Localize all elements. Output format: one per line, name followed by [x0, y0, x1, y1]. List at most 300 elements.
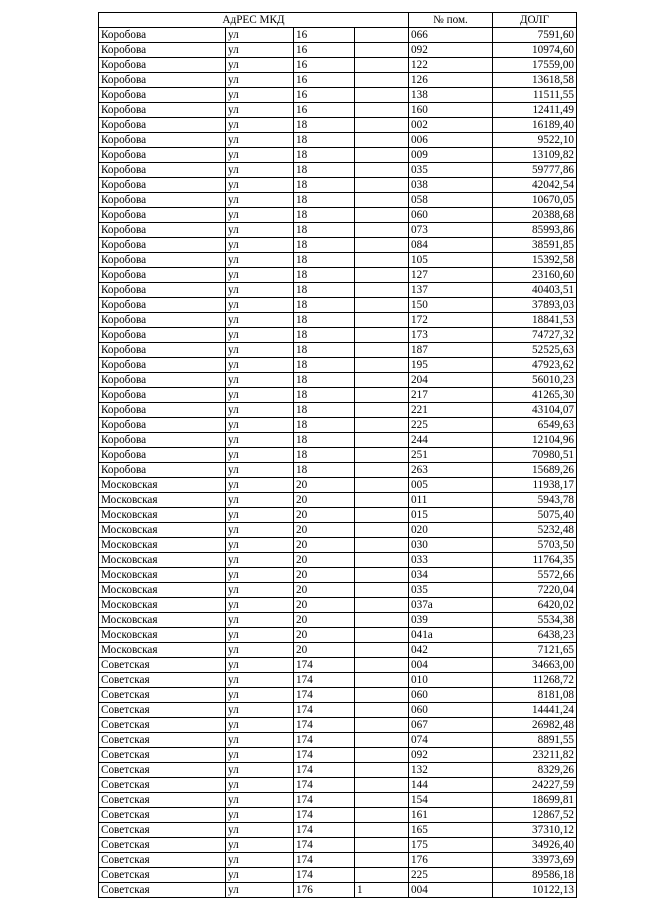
street-cell: Коробова: [99, 298, 226, 313]
table-row: [99, 598, 577, 613]
apartment-cell: 004: [409, 883, 493, 898]
debt-cell: 33973,69: [493, 853, 577, 868]
house-cell: 18: [294, 388, 355, 403]
apartment-cell: 084: [409, 238, 493, 253]
street-cell: Коробова: [99, 253, 226, 268]
building-cell: [355, 283, 409, 298]
building-cell: [355, 583, 409, 598]
house-cell: 174: [294, 778, 355, 793]
apartment-cell: 195: [409, 358, 493, 373]
debt-cell: 12104,96: [493, 433, 577, 448]
building-cell: [355, 223, 409, 238]
street-type-cell: ул: [226, 358, 294, 373]
table-row: [99, 868, 577, 883]
street-cell: Советская: [99, 883, 226, 898]
apartment-cell: 172: [409, 313, 493, 328]
table-row: [99, 163, 577, 178]
building-cell: [355, 343, 409, 358]
house-cell: 18: [294, 148, 355, 163]
apartment-cell: 073: [409, 223, 493, 238]
table-row: [99, 883, 577, 898]
apartment-header: № пом.: [409, 13, 493, 28]
building-cell: [355, 418, 409, 433]
apartment-cell: 187: [409, 343, 493, 358]
street-cell: Советская: [99, 718, 226, 733]
house-cell: 18: [294, 373, 355, 388]
building-cell: [355, 628, 409, 643]
building-cell: [355, 118, 409, 133]
building-cell: [355, 853, 409, 868]
apartment-cell: 092: [409, 748, 493, 763]
building-cell: [355, 478, 409, 493]
street-type-cell: ул: [226, 778, 294, 793]
debt-cell: 42042,54: [493, 178, 577, 193]
street-cell: Советская: [99, 853, 226, 868]
street-cell: Советская: [99, 748, 226, 763]
street-cell: Советская: [99, 823, 226, 838]
debt-cell: 24227,59: [493, 778, 577, 793]
table-row: [99, 73, 577, 88]
street-type-cell: ул: [226, 523, 294, 538]
table-row: [99, 208, 577, 223]
house-cell: 18: [294, 283, 355, 298]
building-cell: [355, 838, 409, 853]
house-cell: 18: [294, 193, 355, 208]
apartment-cell: 005: [409, 478, 493, 493]
address-header: АдРЕС МКД: [99, 13, 409, 28]
street-cell: Советская: [99, 673, 226, 688]
street-cell: Московская: [99, 628, 226, 643]
street-type-cell: ул: [226, 313, 294, 328]
house-cell: 16: [294, 58, 355, 73]
street-type-cell: ул: [226, 193, 294, 208]
apartment-cell: 038: [409, 178, 493, 193]
house-cell: 18: [294, 163, 355, 178]
debt-cell: 5232,48: [493, 523, 577, 538]
debt-cell: 11268,72: [493, 673, 577, 688]
debt-cell: 7220,04: [493, 583, 577, 598]
apartment-cell: 244: [409, 433, 493, 448]
table-row: [99, 733, 577, 748]
street-cell: Московская: [99, 583, 226, 598]
debt-cell: 6420,02: [493, 598, 577, 613]
apartment-cell: 006: [409, 133, 493, 148]
table-row: [99, 133, 577, 148]
house-cell: 174: [294, 748, 355, 763]
table-row: [99, 718, 577, 733]
street-cell: Коробова: [99, 328, 226, 343]
apartment-cell: 132: [409, 763, 493, 778]
apartment-cell: 150: [409, 298, 493, 313]
apartment-cell: 035: [409, 163, 493, 178]
house-cell: 174: [294, 718, 355, 733]
building-cell: [355, 88, 409, 103]
apartment-cell: 010: [409, 673, 493, 688]
street-cell: Московская: [99, 643, 226, 658]
house-cell: 20: [294, 643, 355, 658]
house-cell: 18: [294, 253, 355, 268]
house-cell: 174: [294, 658, 355, 673]
table-row: [99, 778, 577, 793]
table-row: [99, 553, 577, 568]
building-cell: [355, 73, 409, 88]
house-cell: 174: [294, 703, 355, 718]
house-cell: 18: [294, 463, 355, 478]
house-cell: 174: [294, 838, 355, 853]
debt-cell: 17559,00: [493, 58, 577, 73]
street-type-cell: ул: [226, 73, 294, 88]
debt-cell: 34926,40: [493, 838, 577, 853]
table-row: [99, 418, 577, 433]
debt-cell: 15689,26: [493, 463, 577, 478]
table-row: [99, 628, 577, 643]
street-cell: Московская: [99, 613, 226, 628]
building-cell: [355, 718, 409, 733]
table-row: [99, 478, 577, 493]
debt-cell: 43104,07: [493, 403, 577, 418]
street-type-cell: ул: [226, 613, 294, 628]
building-cell: [355, 43, 409, 58]
building-cell: [355, 508, 409, 523]
apartment-cell: 011: [409, 493, 493, 508]
table-row: [99, 88, 577, 103]
building-cell: [355, 748, 409, 763]
apartment-cell: 020: [409, 523, 493, 538]
building-cell: [355, 523, 409, 538]
house-cell: 16: [294, 73, 355, 88]
apartment-cell: 221: [409, 403, 493, 418]
building-cell: [355, 328, 409, 343]
building-cell: [355, 193, 409, 208]
apartment-cell: 041а: [409, 628, 493, 643]
table-row: [99, 103, 577, 118]
apartment-cell: 015: [409, 508, 493, 523]
building-cell: [355, 493, 409, 508]
building-cell: [355, 133, 409, 148]
house-cell: 20: [294, 523, 355, 538]
apartment-cell: 030: [409, 538, 493, 553]
street-type-cell: ул: [226, 208, 294, 223]
debt-header: ДОЛГ: [493, 13, 577, 28]
house-cell: 18: [294, 343, 355, 358]
house-cell: 18: [294, 118, 355, 133]
debt-cell: 89586,18: [493, 868, 577, 883]
street-type-cell: ул: [226, 808, 294, 823]
house-cell: 174: [294, 853, 355, 868]
house-cell: 176: [294, 883, 355, 898]
apartment-cell: 144: [409, 778, 493, 793]
apartment-cell: 035: [409, 583, 493, 598]
street-cell: Коробова: [99, 388, 226, 403]
street-type-cell: ул: [226, 643, 294, 658]
table-row: [99, 538, 577, 553]
house-cell: 18: [294, 223, 355, 238]
apartment-cell: 074: [409, 733, 493, 748]
street-cell: Коробова: [99, 358, 226, 373]
table-row: [99, 58, 577, 73]
house-cell: 20: [294, 478, 355, 493]
street-cell: Коробова: [99, 43, 226, 58]
building-cell: [355, 28, 409, 43]
street-cell: Коробова: [99, 343, 226, 358]
house-cell: 18: [294, 298, 355, 313]
street-cell: Коробова: [99, 163, 226, 178]
street-type-cell: ул: [226, 58, 294, 73]
apartment-cell: 067: [409, 718, 493, 733]
street-cell: Московская: [99, 568, 226, 583]
apartment-cell: 066: [409, 28, 493, 43]
street-cell: Коробова: [99, 418, 226, 433]
building-cell: [355, 643, 409, 658]
house-cell: 20: [294, 598, 355, 613]
building-cell: [355, 793, 409, 808]
table-row: [99, 838, 577, 853]
table-row: [99, 253, 577, 268]
building-cell: [355, 658, 409, 673]
building-cell: [355, 538, 409, 553]
house-cell: 18: [294, 313, 355, 328]
house-cell: 20: [294, 613, 355, 628]
building-cell: 1: [355, 883, 409, 898]
house-cell: 20: [294, 568, 355, 583]
table-row: [99, 328, 577, 343]
table-row: [99, 853, 577, 868]
street-cell: Советская: [99, 838, 226, 853]
street-cell: Коробова: [99, 133, 226, 148]
building-cell: [355, 598, 409, 613]
building-cell: [355, 778, 409, 793]
apartment-cell: 126: [409, 73, 493, 88]
debt-cell: 13109,82: [493, 148, 577, 163]
debt-cell: 23211,82: [493, 748, 577, 763]
building-cell: [355, 388, 409, 403]
debt-cell: 10670,05: [493, 193, 577, 208]
apartment-cell: 175: [409, 838, 493, 853]
apartment-cell: 251: [409, 448, 493, 463]
apartment-cell: 225: [409, 418, 493, 433]
street-type-cell: ул: [226, 868, 294, 883]
street-cell: Коробова: [99, 223, 226, 238]
house-cell: 18: [294, 358, 355, 373]
apartment-cell: 176: [409, 853, 493, 868]
street-type-cell: ул: [226, 238, 294, 253]
apartment-cell: 173: [409, 328, 493, 343]
apartment-cell: 060: [409, 688, 493, 703]
building-cell: [355, 58, 409, 73]
house-cell: 16: [294, 103, 355, 118]
apartment-cell: 225: [409, 868, 493, 883]
debt-cell: 6438,23: [493, 628, 577, 643]
debt-cell: 8181,08: [493, 688, 577, 703]
house-cell: 174: [294, 793, 355, 808]
debt-cell: 11511,55: [493, 88, 577, 103]
table-row: [99, 463, 577, 478]
street-cell: Советская: [99, 703, 226, 718]
building-cell: [355, 403, 409, 418]
street-cell: Советская: [99, 658, 226, 673]
street-cell: Советская: [99, 778, 226, 793]
debt-cell: 6549,63: [493, 418, 577, 433]
table-row: [99, 223, 577, 238]
building-cell: [355, 268, 409, 283]
apartment-cell: 037а: [409, 598, 493, 613]
building-cell: [355, 298, 409, 313]
street-cell: Московская: [99, 478, 226, 493]
house-cell: 174: [294, 763, 355, 778]
table-row: [99, 298, 577, 313]
table-row: [99, 388, 577, 403]
street-type-cell: ул: [226, 508, 294, 523]
debt-cell: 18699,81: [493, 793, 577, 808]
table-row: [99, 193, 577, 208]
debt-cell: 23160,60: [493, 268, 577, 283]
street-cell: Коробова: [99, 103, 226, 118]
street-cell: Коробова: [99, 208, 226, 223]
street-type-cell: ул: [226, 838, 294, 853]
table-row: [99, 688, 577, 703]
house-cell: 20: [294, 538, 355, 553]
table-row: [99, 403, 577, 418]
street-type-cell: ул: [226, 883, 294, 898]
building-cell: [355, 313, 409, 328]
street-type-cell: ул: [226, 733, 294, 748]
street-cell: Советская: [99, 763, 226, 778]
table-row: [99, 568, 577, 583]
street-type-cell: ул: [226, 628, 294, 643]
street-type-cell: ул: [226, 823, 294, 838]
street-type-cell: ул: [226, 433, 294, 448]
debt-cell: 74727,32: [493, 328, 577, 343]
apartment-cell: 137: [409, 283, 493, 298]
building-cell: [355, 253, 409, 268]
house-cell: 20: [294, 493, 355, 508]
house-cell: 174: [294, 823, 355, 838]
street-cell: Коробова: [99, 238, 226, 253]
building-cell: [355, 448, 409, 463]
street-cell: Московская: [99, 508, 226, 523]
debt-cell: 20388,68: [493, 208, 577, 223]
building-cell: [355, 568, 409, 583]
house-cell: 16: [294, 28, 355, 43]
street-cell: Коробова: [99, 433, 226, 448]
street-type-cell: ул: [226, 568, 294, 583]
building-cell: [355, 208, 409, 223]
street-type-cell: ул: [226, 718, 294, 733]
street-type-cell: ул: [226, 223, 294, 238]
building-cell: [355, 358, 409, 373]
house-cell: 174: [294, 673, 355, 688]
street-type-cell: ул: [226, 133, 294, 148]
street-cell: Коробова: [99, 373, 226, 388]
apartment-cell: 060: [409, 208, 493, 223]
house-cell: 18: [294, 448, 355, 463]
street-type-cell: ул: [226, 88, 294, 103]
street-type-cell: ул: [226, 448, 294, 463]
street-type-cell: ул: [226, 763, 294, 778]
street-cell: Коробова: [99, 58, 226, 73]
street-type-cell: ул: [226, 298, 294, 313]
street-type-cell: ул: [226, 493, 294, 508]
street-type-cell: ул: [226, 793, 294, 808]
debt-cell: 15392,58: [493, 253, 577, 268]
building-cell: [355, 373, 409, 388]
table-row: [99, 523, 577, 538]
table-row: [99, 508, 577, 523]
street-type-cell: ул: [226, 598, 294, 613]
table-row: [99, 748, 577, 763]
street-type-cell: ул: [226, 118, 294, 133]
street-type-cell: ул: [226, 43, 294, 58]
apartment-cell: 033: [409, 553, 493, 568]
street-cell: Коробова: [99, 463, 226, 478]
apartment-cell: 122: [409, 58, 493, 73]
building-cell: [355, 763, 409, 778]
debt-cell: 5703,50: [493, 538, 577, 553]
debt-cell: 41265,30: [493, 388, 577, 403]
debt-cell: 18841,53: [493, 313, 577, 328]
street-cell: Коробова: [99, 448, 226, 463]
building-cell: [355, 163, 409, 178]
table-row: [99, 763, 577, 778]
debt-cell: 40403,51: [493, 283, 577, 298]
street-type-cell: ул: [226, 553, 294, 568]
house-cell: 20: [294, 628, 355, 643]
apartment-cell: 217: [409, 388, 493, 403]
house-cell: 20: [294, 553, 355, 568]
debt-cell: 56010,23: [493, 373, 577, 388]
street-type-cell: ул: [226, 538, 294, 553]
apartment-cell: 138: [409, 88, 493, 103]
table-row: [99, 148, 577, 163]
debt-cell: 5534,38: [493, 613, 577, 628]
building-cell: [355, 238, 409, 253]
table-row: [99, 613, 577, 628]
street-cell: Коробова: [99, 178, 226, 193]
street-type-cell: ул: [226, 163, 294, 178]
house-cell: 18: [294, 433, 355, 448]
building-cell: [355, 688, 409, 703]
street-type-cell: ул: [226, 688, 294, 703]
apartment-cell: 263: [409, 463, 493, 478]
table-row: [99, 118, 577, 133]
apartment-cell: 165: [409, 823, 493, 838]
debt-cell: 5572,66: [493, 568, 577, 583]
debt-cell: 38591,85: [493, 238, 577, 253]
street-type-cell: ул: [226, 583, 294, 598]
street-type-cell: ул: [226, 283, 294, 298]
apartment-cell: 002: [409, 118, 493, 133]
table-row: [99, 358, 577, 373]
house-cell: 18: [294, 418, 355, 433]
street-type-cell: ул: [226, 478, 294, 493]
apartment-cell: 092: [409, 43, 493, 58]
street-type-cell: ул: [226, 103, 294, 118]
building-cell: [355, 433, 409, 448]
apartment-cell: 042: [409, 643, 493, 658]
debt-cell: 11764,35: [493, 553, 577, 568]
house-cell: 20: [294, 583, 355, 598]
apartment-cell: 160: [409, 103, 493, 118]
table-row: [99, 448, 577, 463]
table-row: [99, 433, 577, 448]
apartment-cell: 058: [409, 193, 493, 208]
street-cell: Коробова: [99, 118, 226, 133]
street-type-cell: ул: [226, 403, 294, 418]
building-cell: [355, 613, 409, 628]
debt-cell: 34663,00: [493, 658, 577, 673]
street-cell: Московская: [99, 553, 226, 568]
apartment-cell: 034: [409, 568, 493, 583]
